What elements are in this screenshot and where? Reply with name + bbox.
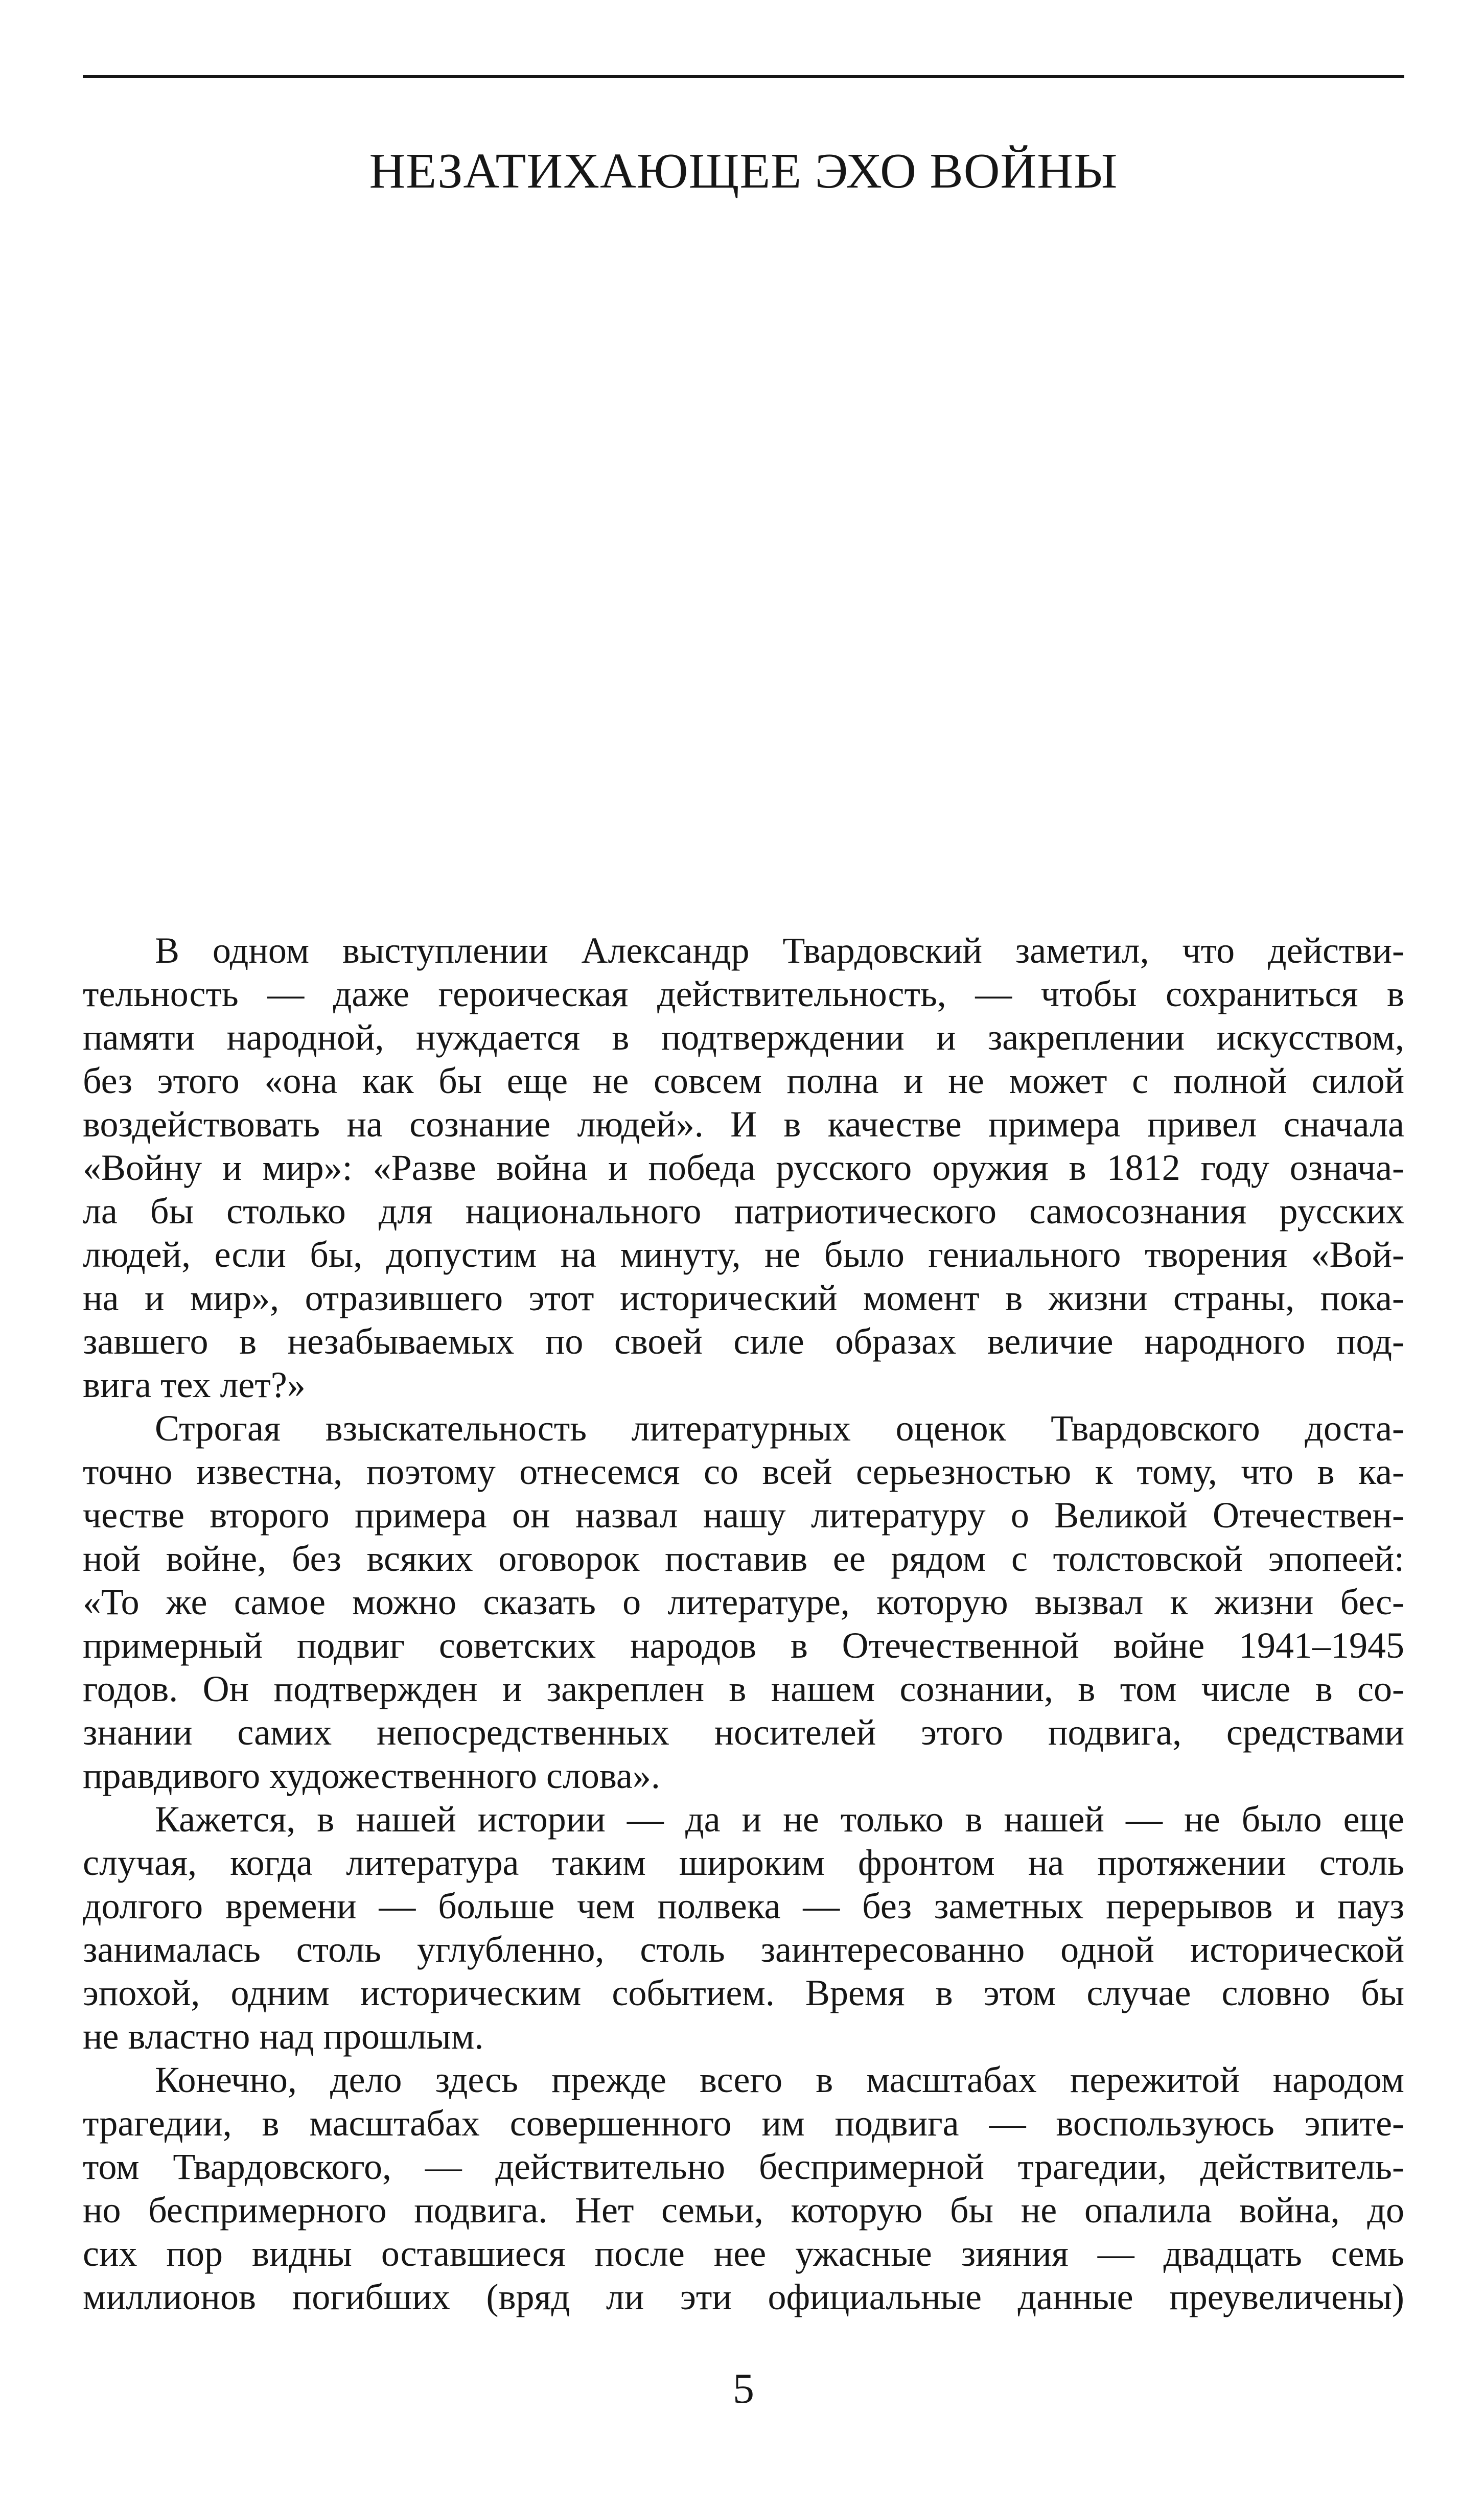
text-line: честве второго примера он назвал нашу литературу о Великой Отечествен- bbox=[83, 1495, 1404, 1536]
text-line: ла бы столько для национального патриотического самосознания русских bbox=[83, 1191, 1404, 1232]
body-text bbox=[83, 929, 1404, 2319]
text-line: случая, когда литература таким широким фронтом на протяжении столь bbox=[83, 1842, 1404, 1883]
text-line: знании самих непосредственных носителей этого подвига, средствами bbox=[83, 1712, 1404, 1753]
text-line: эпохой, одним историческим событием. Время в этом случае словно бы bbox=[83, 1972, 1404, 2013]
text-line: занималась столь углубленно, столь заинтересованно одной исторической bbox=[83, 1929, 1404, 1970]
text-line: тельность — даже героическая действительность, — чтобы сохраниться в bbox=[83, 973, 1404, 1014]
paragraph bbox=[83, 2058, 1404, 2319]
text-line: примерный подвиг советских народов в Отечественной войне 1941–1945 bbox=[83, 1625, 1404, 1666]
chapter-title: НЕЗАТИХАЮЩЕЕ ЭХО ВОЙНЫ bbox=[369, 144, 1118, 199]
text-line: но беспримерного подвига. Нет семьи, которую бы не опалила война, до bbox=[83, 2190, 1404, 2231]
text-line: В одном выступлении Александр Твардовский заметил, что действи- bbox=[155, 930, 1404, 971]
text-line: не властно над прошлым. bbox=[83, 2016, 484, 2057]
text-line: трагедии, в масштабах совершенного им подвига — воспользуюсь эпите- bbox=[83, 2103, 1404, 2144]
text-line: «То же самое можно сказать о литературе, которую вызвал к жизни бес- bbox=[83, 1582, 1404, 1622]
text-line: без этого «она как бы еще не совсем полна и не может с полной силой bbox=[83, 1060, 1404, 1101]
paragraph bbox=[83, 929, 1404, 1407]
text-line: воздействовать на сознание людей». И в качестве примера привел сначала bbox=[83, 1104, 1404, 1145]
header-rule bbox=[83, 75, 1404, 78]
text-line: Строгая взыскательность литературных оценок Твардовского доста- bbox=[155, 1408, 1404, 1449]
text-line: сих пор видны оставшиеся после нее ужасные зияния — двадцать семь bbox=[83, 2233, 1404, 2274]
text-line: том Твардовского, — действительно беспримерной трагедии, действитель- bbox=[83, 2146, 1404, 2187]
text-line: точно известна, поэтому отнесемся со всей серьезностью к тому, что в ка- bbox=[83, 1451, 1404, 1492]
text-line: вига тех лет?» bbox=[83, 1364, 306, 1405]
paragraph bbox=[83, 1798, 1404, 2058]
text-line: людей, если бы, допустим на минуту, не было гениального творения «Вой- bbox=[83, 1234, 1404, 1275]
text-line: «Войну и мир»: «Разве война и победа русского оружия в 1812 году означа- bbox=[83, 1147, 1404, 1188]
text-line: памяти народной, нуждается в подтверждении и закреплении искусством, bbox=[83, 1017, 1404, 1058]
text-line: миллионов погибших (вряд ли эти официальные данные преувеличены) bbox=[83, 2277, 1404, 2317]
text-line: долгого времени — больше чем полвека — без заметных перерывов и пауз bbox=[83, 1886, 1404, 1926]
text-line: Кажется, в нашей истории — да и не только в нашей — не было еще bbox=[155, 1799, 1404, 1840]
text-line: Конечно, дело здесь прежде всего в масштабах пережитой народом bbox=[155, 2059, 1404, 2100]
text-line: годов. Он подтвержден и закреплен в нашем сознании, в том числе в со- bbox=[83, 1668, 1404, 1709]
text-line: завшего в незабываемых по своей силе образах величие народного под- bbox=[83, 1321, 1404, 1362]
text-line: правдивого художественного слова». bbox=[83, 1755, 660, 1796]
text-line: на и мир», отразившего этот исторический момент в жизни страны, пока- bbox=[83, 1278, 1404, 1318]
text-line: ной войне, без всяких оговорок поставив ее рядом с толстовской эпопеей: bbox=[83, 1538, 1404, 1579]
page-number: 5 bbox=[733, 2365, 754, 2412]
paragraph bbox=[83, 1407, 1404, 1798]
